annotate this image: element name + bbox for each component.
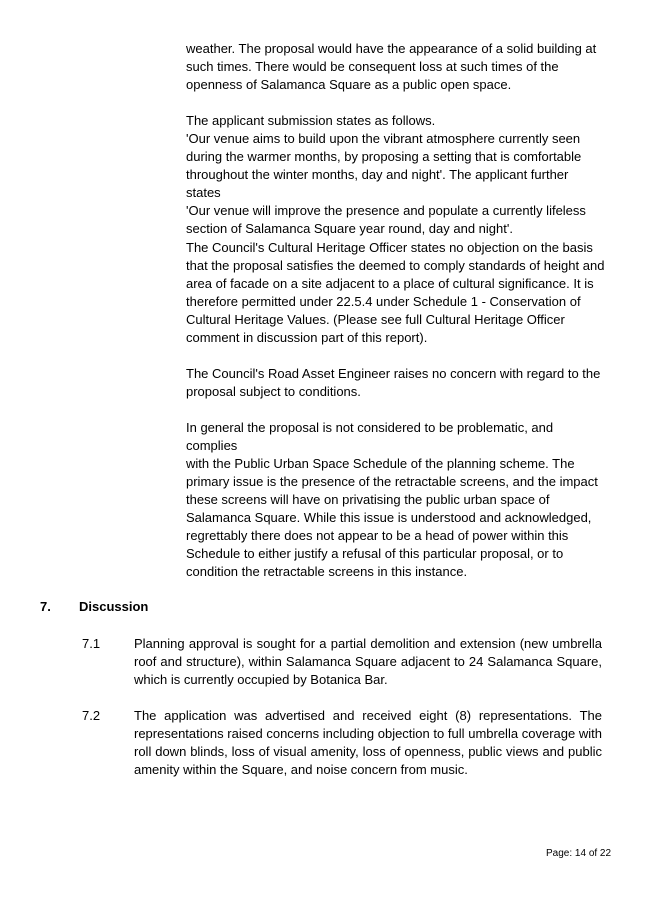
- section-number: 7.: [40, 599, 51, 614]
- section-title: Discussion: [79, 599, 149, 614]
- paragraph-general-assessment: In general the proposal is not considered to be problematic, and complies with the Public Urban Space Schedule of the planning scheme. The primary issue is the presence of the retractable screens, and the impact these screens will have on privatising the public urban space of Salamanca Square. While this issue is understood and acknowledged, regrettably there does not appear to be a head of power within this Schedule to either justify a refusal of this particular proposal, or to condition the retractable screens in this instance.: [186, 420, 598, 579]
- paragraph-weather-openness: weather. The proposal would have the appearance of a solid building at such times. There would be consequent loss at such times of the openness of Salamanca Square as a public open space.: [186, 41, 597, 92]
- section-heading-discussion: [40, 598, 148, 616]
- subitem-text: The application was advertised and received eight (8) representations. The representations raised concerns including objection to full umbrella coverage with roll down blinds, loss of visual amenity, loss of openness, public views and public amenity within the Square, and noise concern from music.: [134, 708, 602, 777]
- subitem-number: 7.1: [82, 636, 101, 651]
- subitem-7-2: [82, 707, 602, 779]
- paragraph-applicant-submission: The applicant submission states as follows. 'Our venue aims to build upon the vibrant atmosphere currently seen during the warmer months, by proposing a setting that is comfortable throughout the winter months, day and night'. The applicant further states 'Our venue will improve the presence and populate a currently lifeless section of Salamanca Square year round, day and night'.: [186, 113, 586, 236]
- subitem-7-1: [82, 635, 602, 689]
- paragraph-road-asset-engineer: The Council's Road Asset Engineer raises no concern with regard to the proposal subject to conditions.: [186, 366, 601, 399]
- paragraph-cultural-heritage: The Council's Cultural Heritage Officer states no objection on the basis that the proposal satisfies the deemed to comply standards of height and area of facade on a site adjacent to a place of cultural significance. It is therefore permitted under 22.5.4 under Schedule 1 - Conservation of Cultural Heritage Values. (Please see full Cultural Heritage Officer comment in discussion part of this report).: [186, 240, 605, 345]
- page-number-footer: Page: 14 of 22: [546, 848, 612, 859]
- subitem-number: 7.2: [82, 708, 101, 723]
- subitem-text: Planning approval is sought for a partial demolition and extension (new umbrella roof and structure), within Salamanca Square adjacent to 24 Salamanca Square, which is currently occupied by Botanica Bar.: [134, 636, 602, 687]
